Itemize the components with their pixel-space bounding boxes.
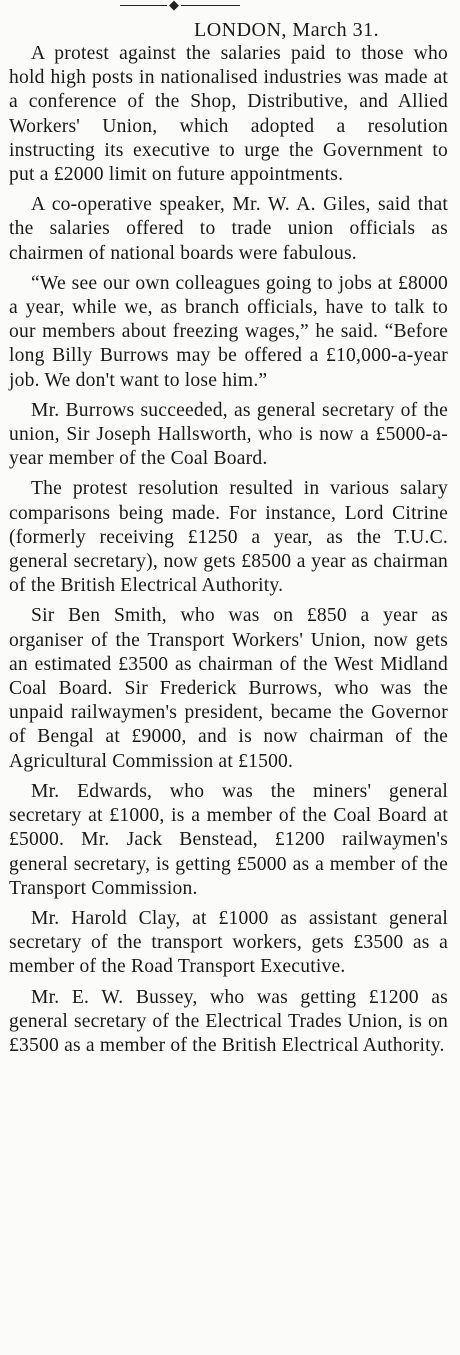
article-body xyxy=(9,42,448,1064)
paragraph-giles: A co-operative speaker, Mr. W. A. Giles, said that the salaries offered to trade union officials as chairmen of national boards were fabulous. xyxy=(9,194,448,264)
paragraph-quote: “We see our own colleagues going to jobs at £8000 a year, while we, as branch officials, have to talk to our members about freezing wages,” he said. “Before long Billy Burrows may be offered a £10,000-a-year job. We don't want to lose him.” xyxy=(9,272,448,391)
paragraph-bussey: Mr. E. W. Bussey, who was getting £1200 as general secretary of the Electrical Trades Union, is on £3500 as a member of the British Electrical Authority. xyxy=(9,986,448,1056)
paragraph-edwards: Mr. Edwards, who was the miners' general secretary at £1000, is a member of the Coal Board at £5000. Mr. Jack Benstead, £1200 railwaymen's general secretary, is getting £5000 as a member of the Transport Commission. xyxy=(9,780,448,899)
paragraph-clay: Mr. Harold Clay, at £1000 as assistant general secretary of the transport workers, gets £3500 as a member of the Road Transport Executive. xyxy=(9,907,448,978)
rule-ornament-icon: ◆ xyxy=(169,0,179,12)
dateline: LONDON, March 31. xyxy=(194,19,380,41)
paragraph-protest: A protest against the salaries paid to those who hold high posts in nationalised industries was made at a conference of the Shop, Distributive, and Allied Workers' Union, which adopted a resolution instructing its executive to urge the Government to put a £2000 limit on future appointments. xyxy=(9,43,448,186)
paragraph-citrine: The protest resolution resulted in various salary comparisons being made. For instance, Lord Citrine (formerly receiving £1250 a year, as the T.U.C. general secretary), now gets £8500 a year as chairman of the British Electrical Authority. xyxy=(9,478,448,597)
paragraph-ben-smith: Sir Ben Smith, who was on £850 a year as organiser of the Transport Workers' Union, now gets an estimated £3500 as chairman of the West Midland Coal Board. Sir Frederick Burrows, who was the unpaid railwaymen's president, became the Governor of Bengal at £9000, and is now chairman of the Agricultural Commission at £1500. xyxy=(9,605,448,772)
paragraph-burrows: Mr. Burrows succeeded, as general secretary of the union, Sir Joseph Hallsworth, who is now a £5000-a-year member of the Coal Board. xyxy=(9,399,448,470)
